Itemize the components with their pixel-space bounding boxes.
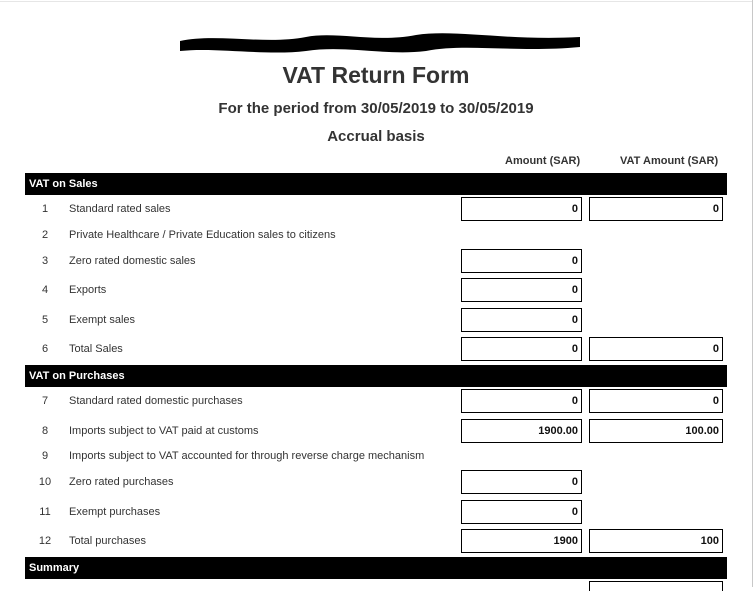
row-number: 6 xyxy=(41,343,49,355)
row-label: Standard rated sales xyxy=(69,203,171,215)
total-purchases-vat-field[interactable]: 100 xyxy=(589,529,723,553)
row-number: 4 xyxy=(41,284,49,296)
exempt-purchases-amount-field[interactable]: 0 xyxy=(461,500,582,524)
page-top-border xyxy=(0,1,752,2)
standard-purchases-vat-field[interactable]: 0 xyxy=(589,389,723,413)
zero-rated-purchases-amount-field[interactable]: 0 xyxy=(461,470,582,494)
row-number: 5 xyxy=(41,314,49,326)
row-label: Exports xyxy=(69,284,107,296)
redacted-company-name xyxy=(176,27,584,57)
row-number: 3 xyxy=(41,255,49,267)
row-number: 12 xyxy=(38,535,52,547)
row-number: 9 xyxy=(41,450,49,462)
row-label: Zero rated domestic sales xyxy=(69,255,196,267)
imports-customs-amount-field[interactable]: 1900.00 xyxy=(461,419,582,443)
row-label: Exempt sales xyxy=(69,314,136,326)
basis-subtitle: Accrual basis xyxy=(327,128,425,145)
exports-amount-field[interactable]: 0 xyxy=(461,278,582,302)
standard-sales-vat-field[interactable]: 0 xyxy=(589,197,723,221)
period-subtitle: For the period from 30/05/2019 to 30/05/2019 xyxy=(218,100,534,117)
row-label: Total Sales xyxy=(69,343,123,355)
form-title: VAT Return Form xyxy=(282,62,470,88)
total-purchases-amount-field[interactable]: 1900 xyxy=(461,529,582,553)
amount-column-header: Amount (SAR) xyxy=(505,155,581,167)
row-label: Standard rated domestic purchases xyxy=(69,395,243,407)
zero-rated-sales-amount-field[interactable]: 0 xyxy=(461,249,582,273)
total-sales-vat-field[interactable]: 0 xyxy=(589,337,723,361)
summary-vat-field[interactable] xyxy=(589,581,723,591)
row-label: Exempt purchases xyxy=(69,506,161,518)
row-number: 2 xyxy=(41,229,49,241)
row-label: Imports subject to VAT paid at customs xyxy=(69,425,259,437)
imports-customs-vat-field[interactable]: 100.00 xyxy=(589,419,723,443)
exempt-sales-amount-field[interactable]: 0 xyxy=(461,308,582,332)
sales-section-header: VAT on Sales xyxy=(25,173,727,195)
vat-amount-column-header: VAT Amount (SAR) xyxy=(620,155,719,167)
page-right-border xyxy=(752,0,753,587)
row-label: Total purchases xyxy=(69,535,147,547)
standard-sales-amount-field[interactable]: 0 xyxy=(461,197,582,221)
purchases-section-header: VAT on Purchases xyxy=(25,365,727,387)
row-label: Imports subject to VAT accounted for through reverse charge mechanism xyxy=(69,450,425,462)
row-label: Zero rated purchases xyxy=(69,476,174,488)
standard-purchases-amount-field[interactable]: 0 xyxy=(461,389,582,413)
row-number: 8 xyxy=(41,425,49,437)
summary-section-header: Summary xyxy=(25,557,727,579)
row-number: 11 xyxy=(39,506,51,518)
total-sales-amount-field[interactable]: 0 xyxy=(461,337,582,361)
row-number: 1 xyxy=(41,203,49,215)
row-number: 7 xyxy=(41,395,49,407)
row-label: Private Healthcare / Private Education sales to citizens xyxy=(69,229,336,241)
row-number: 10 xyxy=(38,476,52,488)
